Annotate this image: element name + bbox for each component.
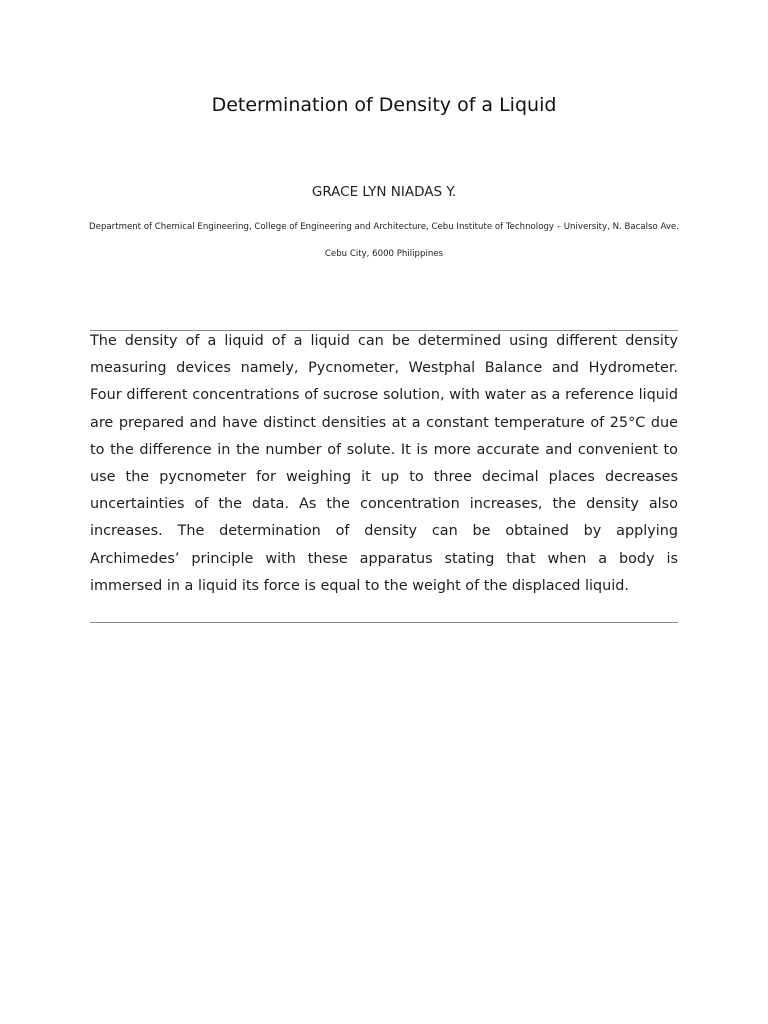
paper-title: Determination of Density of a Liquid	[211, 94, 557, 116]
abstract-paragraph: The density of a liquid of a liquid can be determined using different density measuring devices namely, Pycnometer, Westphal Balance and Hydrometer. Four different concentrations of sucrose solution, with water as a reference liquid are prepared and have distinct densities at a constant temperature of 25°C due to the difference in the number of solute. It is more accurate and convenient to use the pycnometer for weighing it up to three decimal places decreases uncertainties of the data. As the concentration increases, the density also increases. The determination of density can be obtained by applying Archimedes’ principle with these apparatus stating that when a body is immersed in a liquid its force is equal to the weight of the displaced liquid.	[90, 333, 678, 594]
abstract-bottom-rule	[90, 622, 678, 623]
author-name: GRACE LYN NIADAS Y.	[311, 184, 457, 200]
author-affiliation: Department of Chemical Engineering, College of Engineering and Architecture, Cebu Institute of Technology – University, N. Bacalso Ave. Cebu City, 6000 Philippines	[89, 222, 679, 259]
